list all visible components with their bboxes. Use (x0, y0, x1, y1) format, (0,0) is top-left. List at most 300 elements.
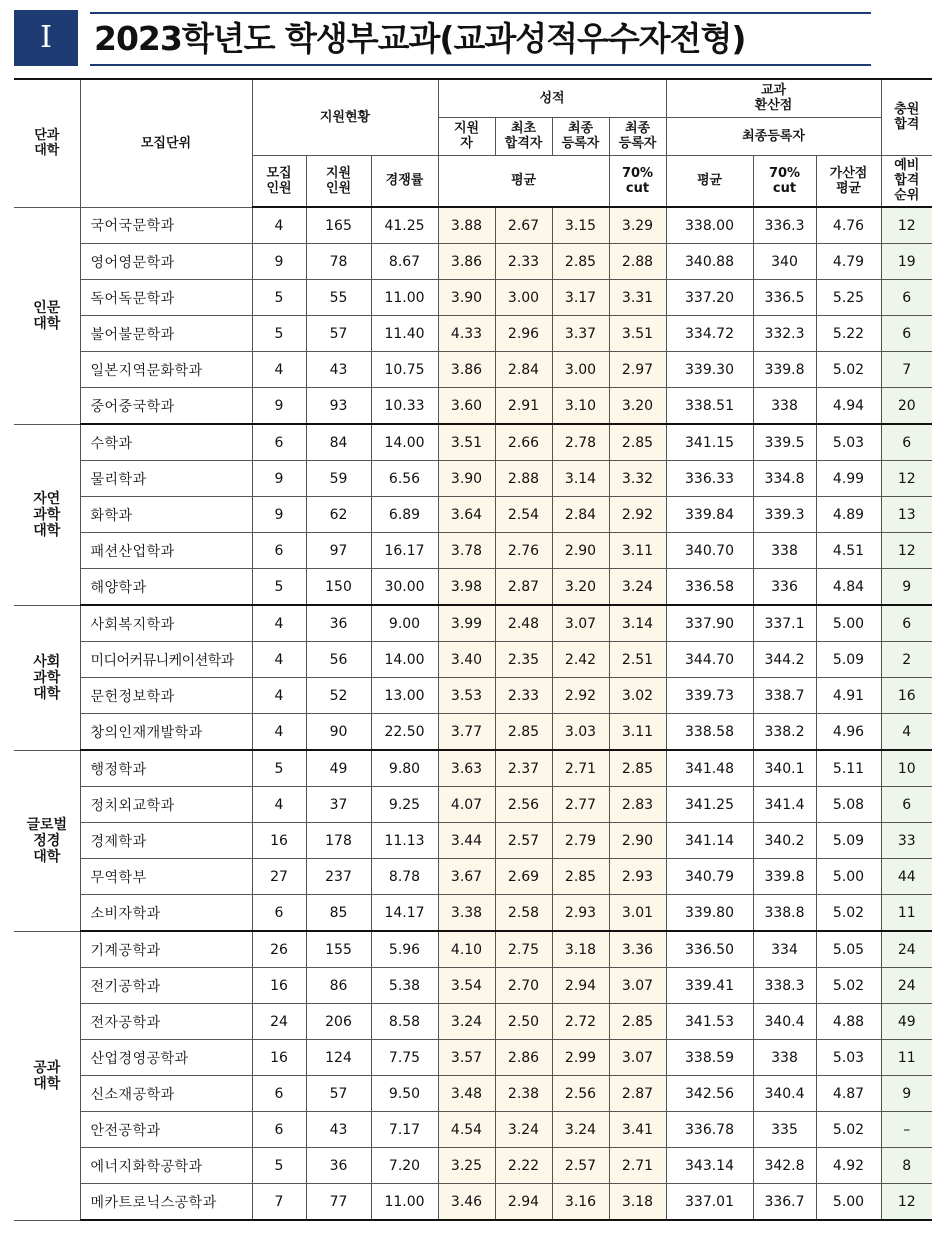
cell-quota: 16 (252, 823, 306, 859)
cell-grade-final: 2.93 (552, 895, 609, 932)
cell-conv-avg: 341.25 (666, 787, 753, 823)
col-applications: 지원현황 (252, 79, 438, 155)
cell-unit: 에너지화학공학과 (80, 1148, 252, 1184)
cell-rate: 14.00 (371, 642, 438, 678)
cell-quota: 5 (252, 280, 306, 316)
cell-quota: 9 (252, 244, 306, 280)
cell-grade-first: 2.84 (495, 352, 552, 388)
cell-rate: 9.80 (371, 750, 438, 787)
cell-waitlist: 6 (881, 280, 932, 316)
table-row (14, 316, 932, 352)
cell-bonus-avg: 5.02 (816, 1112, 881, 1148)
cell-bonus-avg: 4.76 (816, 207, 881, 244)
cell-grade-first: 2.33 (495, 678, 552, 714)
col-quota: 모집 인원 (252, 155, 306, 207)
cell-applicants: 237 (306, 859, 371, 895)
cell-unit: 산업경영공학과 (80, 1040, 252, 1076)
cell-rate: 30.00 (371, 569, 438, 606)
cell-quota: 4 (252, 714, 306, 751)
cell-applicants: 57 (306, 1076, 371, 1112)
table-row (14, 1148, 932, 1184)
cell-grade-final: 3.20 (552, 569, 609, 606)
cell-waitlist: 11 (881, 1040, 932, 1076)
cell-unit: 무역학부 (80, 859, 252, 895)
cell-bonus-avg: 4.84 (816, 569, 881, 606)
cell-unit: 소비자학과 (80, 895, 252, 932)
cell-grade-applicant: 4.33 (438, 316, 495, 352)
cell-bonus-avg: 5.25 (816, 280, 881, 316)
cell-conv-cut70: 338 (753, 1040, 816, 1076)
cell-grade-cut70: 3.11 (609, 714, 666, 751)
table-row (14, 424, 932, 461)
cell-grade-first: 2.88 (495, 461, 552, 497)
cell-grade-final: 2.57 (552, 1148, 609, 1184)
cell-quota: 4 (252, 605, 306, 642)
table-row (14, 750, 932, 787)
col-extra: 충원 합격 (881, 79, 932, 155)
cell-grade-final: 3.37 (552, 316, 609, 352)
cell-conv-avg: 341.53 (666, 1004, 753, 1040)
cell-rate: 9.50 (371, 1076, 438, 1112)
cell-quota: 6 (252, 1112, 306, 1148)
table-row (14, 569, 932, 606)
cell-waitlist: 7 (881, 352, 932, 388)
cell-grade-first: 2.94 (495, 1184, 552, 1221)
cell-conv-cut70: 338.8 (753, 895, 816, 932)
cell-grade-first: 2.22 (495, 1148, 552, 1184)
cell-rate: 16.17 (371, 533, 438, 569)
cell-grade-final: 2.77 (552, 787, 609, 823)
cell-applicants: 43 (306, 352, 371, 388)
cell-conv-avg: 339.41 (666, 968, 753, 1004)
col-grade-first: 최초 합격자 (495, 117, 552, 155)
cell-unit: 수학과 (80, 424, 252, 461)
cell-bonus-avg: 4.91 (816, 678, 881, 714)
table-row (14, 931, 932, 968)
cell-conv-avg: 338.00 (666, 207, 753, 244)
cell-unit: 문헌정보학과 (80, 678, 252, 714)
cell-grade-first: 2.58 (495, 895, 552, 932)
cell-bonus-avg: 4.94 (816, 388, 881, 425)
table-row (14, 1076, 932, 1112)
cell-conv-cut70: 338.2 (753, 714, 816, 751)
cell-waitlist: 8 (881, 1148, 932, 1184)
cell-bonus-avg: 4.96 (816, 714, 881, 751)
col-grades: 성적 (438, 79, 666, 117)
cell-unit: 메카트로닉스공학과 (80, 1184, 252, 1221)
cell-waitlist: – (881, 1112, 932, 1148)
cell-conv-cut70: 336.7 (753, 1184, 816, 1221)
cell-grade-first: 2.87 (495, 569, 552, 606)
cell-grade-first: 2.96 (495, 316, 552, 352)
cell-conv-avg: 336.50 (666, 931, 753, 968)
cell-grade-applicant: 3.90 (438, 280, 495, 316)
cell-bonus-avg: 4.99 (816, 461, 881, 497)
cell-conv-cut70: 338.3 (753, 968, 816, 1004)
cell-conv-avg: 341.14 (666, 823, 753, 859)
table-row (14, 1112, 932, 1148)
col-rate: 경쟁률 (371, 155, 438, 207)
cell-bonus-avg: 5.11 (816, 750, 881, 787)
cell-grade-cut70: 3.36 (609, 931, 666, 968)
cell-rate: 7.75 (371, 1040, 438, 1076)
cell-grade-first: 2.38 (495, 1076, 552, 1112)
table-row (14, 533, 932, 569)
cell-grade-applicant: 3.86 (438, 244, 495, 280)
cell-conv-avg: 342.56 (666, 1076, 753, 1112)
cell-rate: 5.96 (371, 931, 438, 968)
cell-waitlist: 16 (881, 678, 932, 714)
table-row (14, 605, 932, 642)
cell-grade-cut70: 2.88 (609, 244, 666, 280)
table-row (14, 352, 932, 388)
cell-grade-cut70: 2.92 (609, 497, 666, 533)
cell-bonus-avg: 4.92 (816, 1148, 881, 1184)
cell-grade-cut70: 3.14 (609, 605, 666, 642)
col-conv-avg: 평균 (666, 155, 753, 207)
cell-grade-first: 2.54 (495, 497, 552, 533)
cell-grade-first: 2.66 (495, 424, 552, 461)
table-row (14, 787, 932, 823)
cell-conv-cut70: 336.3 (753, 207, 816, 244)
cell-grade-applicant: 3.64 (438, 497, 495, 533)
cell-waitlist: 12 (881, 533, 932, 569)
col-grade-final-cut: 최종 등록자 (609, 117, 666, 155)
cell-bonus-avg: 4.87 (816, 1076, 881, 1112)
table-row (14, 642, 932, 678)
cell-bonus-avg: 5.09 (816, 642, 881, 678)
cell-rate: 13.00 (371, 678, 438, 714)
col-waitlist: 예비 합격 순위 (881, 155, 932, 207)
title-bar (14, 10, 871, 68)
cell-grade-applicant: 3.54 (438, 968, 495, 1004)
cell-waitlist: 11 (881, 895, 932, 932)
cell-conv-avg: 338.51 (666, 388, 753, 425)
cell-grade-first: 2.69 (495, 859, 552, 895)
cell-quota: 4 (252, 678, 306, 714)
cell-grade-first: 2.91 (495, 388, 552, 425)
cell-bonus-avg: 5.03 (816, 424, 881, 461)
cell-rate: 9.00 (371, 605, 438, 642)
cell-unit: 해양학과 (80, 569, 252, 606)
cell-grade-applicant: 3.44 (438, 823, 495, 859)
table-row (14, 244, 932, 280)
cell-conv-avg: 336.58 (666, 569, 753, 606)
cell-quota: 16 (252, 1040, 306, 1076)
cell-quota: 16 (252, 968, 306, 1004)
cell-unit: 국어국문학과 (80, 207, 252, 244)
cell-waitlist: 2 (881, 642, 932, 678)
cell-waitlist: 33 (881, 823, 932, 859)
cell-quota: 7 (252, 1184, 306, 1221)
cell-rate: 8.67 (371, 244, 438, 280)
cell-waitlist: 12 (881, 207, 932, 244)
col-grade-applicant: 지원 자 (438, 117, 495, 155)
col-bonus-avg: 가산점 평균 (816, 155, 881, 207)
cell-grade-final: 3.16 (552, 1184, 609, 1221)
cell-grade-final: 3.18 (552, 931, 609, 968)
cell-quota: 4 (252, 352, 306, 388)
cell-waitlist: 6 (881, 787, 932, 823)
cell-grade-cut70: 2.71 (609, 1148, 666, 1184)
cell-grade-applicant: 3.90 (438, 461, 495, 497)
cell-grade-cut70: 2.51 (609, 642, 666, 678)
cell-grade-cut70: 3.07 (609, 968, 666, 1004)
cell-conv-avg: 340.88 (666, 244, 753, 280)
table-row (14, 207, 932, 244)
cell-rate: 8.78 (371, 859, 438, 895)
cell-rate: 7.17 (371, 1112, 438, 1148)
cell-waitlist: 10 (881, 750, 932, 787)
cell-grade-first: 2.67 (495, 207, 552, 244)
college-cell: 공과 대학 (14, 931, 80, 1220)
college-cell: 자연 과학 대학 (14, 424, 80, 605)
cell-rate: 10.75 (371, 352, 438, 388)
cell-waitlist: 9 (881, 1076, 932, 1112)
cell-quota: 24 (252, 1004, 306, 1040)
cell-bonus-avg: 5.00 (816, 605, 881, 642)
col-college: 단과 대학 (14, 79, 80, 207)
cell-grade-final: 2.79 (552, 823, 609, 859)
cell-unit: 기계공학과 (80, 931, 252, 968)
cell-grade-cut70: 2.85 (609, 1004, 666, 1040)
college-cell: 글로벌 정경 대학 (14, 750, 80, 931)
cell-quota: 9 (252, 388, 306, 425)
cell-grade-cut70: 3.32 (609, 461, 666, 497)
cell-grade-applicant: 3.53 (438, 678, 495, 714)
cell-grade-cut70: 2.85 (609, 424, 666, 461)
col-converted-final: 최종등록자 (666, 117, 881, 155)
cell-unit: 불어불문학과 (80, 316, 252, 352)
cell-rate: 6.56 (371, 461, 438, 497)
cell-grade-applicant: 3.60 (438, 388, 495, 425)
cell-rate: 41.25 (371, 207, 438, 244)
cell-conv-avg: 337.90 (666, 605, 753, 642)
cell-unit: 신소재공학과 (80, 1076, 252, 1112)
table-row (14, 1040, 932, 1076)
cell-grade-applicant: 4.07 (438, 787, 495, 823)
cell-grade-applicant: 3.67 (438, 859, 495, 895)
cell-waitlist: 12 (881, 461, 932, 497)
cell-rate: 11.00 (371, 1184, 438, 1221)
cell-bonus-avg: 5.02 (816, 895, 881, 932)
cell-conv-avg: 339.80 (666, 895, 753, 932)
cell-unit: 미디어커뮤니케이션학과 (80, 642, 252, 678)
cell-unit: 패션산업학과 (80, 533, 252, 569)
cell-grade-applicant: 3.25 (438, 1148, 495, 1184)
cell-grade-final: 2.85 (552, 244, 609, 280)
cell-grade-cut70: 3.18 (609, 1184, 666, 1221)
col-grade-avg: 평균 (438, 155, 609, 207)
cell-rate: 22.50 (371, 714, 438, 751)
cell-grade-cut70: 3.07 (609, 1040, 666, 1076)
cell-conv-avg: 343.14 (666, 1148, 753, 1184)
table-row (14, 823, 932, 859)
cell-conv-cut70: 339.8 (753, 859, 816, 895)
cell-conv-cut70: 332.3 (753, 316, 816, 352)
col-unit: 모집단위 (80, 79, 252, 207)
cell-conv-cut70: 338 (753, 533, 816, 569)
cell-conv-cut70: 340.4 (753, 1076, 816, 1112)
cell-grade-cut70: 3.29 (609, 207, 666, 244)
cell-unit: 안전공학과 (80, 1112, 252, 1148)
table-header (14, 79, 932, 207)
cell-grade-final: 2.99 (552, 1040, 609, 1076)
cell-rate: 9.25 (371, 787, 438, 823)
cell-bonus-avg: 4.79 (816, 244, 881, 280)
table-row (14, 280, 932, 316)
cell-applicants: 62 (306, 497, 371, 533)
cell-applicants: 77 (306, 1184, 371, 1221)
cell-grade-applicant: 3.98 (438, 569, 495, 606)
cell-grade-first: 2.76 (495, 533, 552, 569)
cell-conv-avg: 337.01 (666, 1184, 753, 1221)
cell-quota: 27 (252, 859, 306, 895)
cell-grade-applicant: 3.46 (438, 1184, 495, 1221)
cell-grade-final: 3.15 (552, 207, 609, 244)
cell-grade-final: 2.84 (552, 497, 609, 533)
cell-rate: 5.38 (371, 968, 438, 1004)
cell-grade-first: 2.50 (495, 1004, 552, 1040)
table-row (14, 1004, 932, 1040)
cell-bonus-avg: 5.22 (816, 316, 881, 352)
cell-unit: 사회복지학과 (80, 605, 252, 642)
cell-unit: 행정학과 (80, 750, 252, 787)
cell-conv-cut70: 340.2 (753, 823, 816, 859)
cell-conv-cut70: 339.3 (753, 497, 816, 533)
cell-grade-applicant: 3.77 (438, 714, 495, 751)
cell-applicants: 85 (306, 895, 371, 932)
cell-applicants: 155 (306, 931, 371, 968)
col-conv-cut70: 70% cut (753, 155, 816, 207)
cell-grade-final: 3.24 (552, 1112, 609, 1148)
cell-conv-cut70: 337.1 (753, 605, 816, 642)
cell-unit: 독어독문학과 (80, 280, 252, 316)
cell-bonus-avg: 5.09 (816, 823, 881, 859)
cell-grade-first: 2.48 (495, 605, 552, 642)
cell-unit: 영어영문학과 (80, 244, 252, 280)
cell-waitlist: 19 (881, 244, 932, 280)
cell-conv-avg: 341.15 (666, 424, 753, 461)
cell-conv-cut70: 338 (753, 388, 816, 425)
cell-unit: 창의인재개발학과 (80, 714, 252, 751)
cell-unit: 일본지역문화학과 (80, 352, 252, 388)
cell-grade-applicant: 3.78 (438, 533, 495, 569)
cell-quota: 6 (252, 895, 306, 932)
cell-conv-cut70: 336.5 (753, 280, 816, 316)
table-row (14, 1184, 932, 1221)
cell-rate: 11.00 (371, 280, 438, 316)
cell-grade-first: 3.24 (495, 1112, 552, 1148)
cell-grade-applicant: 3.51 (438, 424, 495, 461)
cell-applicants: 37 (306, 787, 371, 823)
table-row (14, 895, 932, 932)
col-grade-cut70: 70% cut (609, 155, 666, 207)
cell-rate: 7.20 (371, 1148, 438, 1184)
cell-grade-applicant: 3.99 (438, 605, 495, 642)
cell-conv-avg: 344.70 (666, 642, 753, 678)
page-title: 2023학년도 학생부교과(교과성적우수자전형) (94, 19, 746, 58)
cell-applicants: 165 (306, 207, 371, 244)
cell-grade-applicant: 3.40 (438, 642, 495, 678)
cell-grade-cut70: 3.24 (609, 569, 666, 606)
cell-grade-first: 2.86 (495, 1040, 552, 1076)
cell-applicants: 55 (306, 280, 371, 316)
cell-applicants: 178 (306, 823, 371, 859)
cell-grade-final: 3.10 (552, 388, 609, 425)
cell-quota: 4 (252, 207, 306, 244)
college-cell: 사회 과학 대학 (14, 605, 80, 750)
cell-unit: 화학과 (80, 497, 252, 533)
col-applicants: 지원 인원 (306, 155, 371, 207)
cell-waitlist: 13 (881, 497, 932, 533)
cell-bonus-avg: 4.51 (816, 533, 881, 569)
cell-quota: 6 (252, 424, 306, 461)
cell-grade-applicant: 3.38 (438, 895, 495, 932)
cell-grade-first: 2.56 (495, 787, 552, 823)
table-row (14, 714, 932, 751)
cell-conv-cut70: 334.8 (753, 461, 816, 497)
cell-bonus-avg: 4.88 (816, 1004, 881, 1040)
cell-conv-avg: 339.73 (666, 678, 753, 714)
table-row (14, 497, 932, 533)
cell-conv-cut70: 340.4 (753, 1004, 816, 1040)
cell-conv-cut70: 336 (753, 569, 816, 606)
cell-conv-avg: 336.78 (666, 1112, 753, 1148)
cell-conv-cut70: 335 (753, 1112, 816, 1148)
cell-quota: 5 (252, 750, 306, 787)
cell-conv-avg: 339.30 (666, 352, 753, 388)
cell-grade-first: 2.85 (495, 714, 552, 751)
cell-grade-final: 2.71 (552, 750, 609, 787)
cell-grade-final: 3.14 (552, 461, 609, 497)
cell-grade-final: 2.92 (552, 678, 609, 714)
cell-applicants: 57 (306, 316, 371, 352)
cell-grade-final: 3.03 (552, 714, 609, 751)
cell-applicants: 84 (306, 424, 371, 461)
cell-quota: 9 (252, 497, 306, 533)
cell-grade-first: 2.70 (495, 968, 552, 1004)
cell-grade-final: 3.00 (552, 352, 609, 388)
cell-conv-cut70: 340 (753, 244, 816, 280)
cell-grade-first: 2.35 (495, 642, 552, 678)
cell-bonus-avg: 5.02 (816, 352, 881, 388)
cell-bonus-avg: 5.08 (816, 787, 881, 823)
cell-grade-final: 2.94 (552, 968, 609, 1004)
cell-conv-avg: 338.58 (666, 714, 753, 751)
cell-applicants: 97 (306, 533, 371, 569)
cell-grade-first: 2.33 (495, 244, 552, 280)
cell-applicants: 150 (306, 569, 371, 606)
cell-rate: 11.40 (371, 316, 438, 352)
cell-waitlist: 24 (881, 968, 932, 1004)
cell-quota: 5 (252, 1148, 306, 1184)
cell-grade-final: 2.78 (552, 424, 609, 461)
cell-waitlist: 6 (881, 605, 932, 642)
cell-applicants: 59 (306, 461, 371, 497)
cell-quota: 9 (252, 461, 306, 497)
cell-grade-final: 2.72 (552, 1004, 609, 1040)
admission-results-table (14, 78, 932, 1221)
cell-grade-cut70: 3.11 (609, 533, 666, 569)
cell-conv-avg: 334.72 (666, 316, 753, 352)
cell-waitlist: 44 (881, 859, 932, 895)
section-badge: I (14, 10, 78, 66)
cell-applicants: 52 (306, 678, 371, 714)
cell-grade-applicant: 3.57 (438, 1040, 495, 1076)
cell-unit: 경제학과 (80, 823, 252, 859)
cell-grade-applicant: 3.88 (438, 207, 495, 244)
